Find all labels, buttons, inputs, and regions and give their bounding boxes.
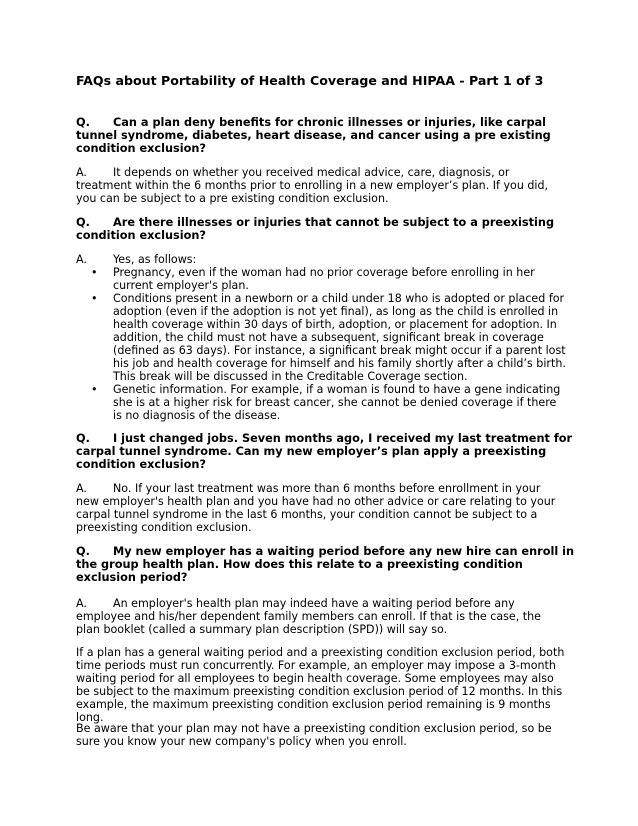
answer-text: Yes, as follows:	[113, 253, 197, 266]
answer-label: A.	[76, 166, 87, 179]
list-item-text: Conditions present in a newborn or a child under 18 who is adopted or placed for adoption (even if the adoption is not yet final), as long as the child is enrolled in health coverage within 30 days of birth, adoption, or placement for adoption. In addition, the child must not have a subsequent, significant break in coverage (defined as 63 days). For instance, a significant break might occur if a parent lost his job and health coverage for himself and his family shortly after a child’s birth. This break will be discussed in the Creditable Coverage section.	[113, 292, 566, 383]
page-title: FAQs about Portability of Health Coverage and HIPAA - Part 1 of 3	[76, 73, 544, 88]
list-item-text: Genetic information. For example, if a woman is found to have a gene indicating she is at a higher risk for breast cancer, she cannot be denied coverage if there is no diagnosis of the disease.	[113, 383, 561, 422]
question-text: My new employer has a waiting period before any new hire can enroll in the group health plan. How does this relate to a preexisting condition exclusion period?	[76, 545, 575, 584]
answer-text: No. If your last treatment was more than 6 months before enrollment in your new employer's health plan and you have had no other advice or care relating to your carpal tunnel syndrome in the last 6 months, your condition cannot be subject to a preexisting condition exclusion.	[76, 482, 556, 534]
list-item	[76, 266, 566, 292]
answer-text: An employer's health plan may indeed have a waiting period before any employee and his/her dependent family members can enroll. If that is the case, the plan booklet (called a summary plan description (SPD)) will say so.	[76, 597, 542, 636]
question-3	[76, 432, 576, 471]
exclusion-list	[76, 266, 566, 422]
question-label: Q.	[76, 432, 90, 445]
bullet-icon: •	[91, 266, 98, 279]
list-item-text: Pregnancy, even if the woman had no prior coverage before enrolling in her current employer's plan.	[113, 266, 535, 292]
answer-label: A.	[76, 253, 87, 266]
answer-4	[76, 597, 566, 636]
answer-label: A.	[76, 482, 87, 495]
answer-3	[76, 482, 566, 534]
question-label: Q.	[76, 545, 90, 558]
question-2	[76, 216, 576, 242]
question-text: Can a plan deny benefits for chronic illnesses or injuries, like carpal tunnel syndrome, diabetes, heart disease, and cancer using a pre existing condition exclusion?	[76, 116, 551, 155]
list-item	[76, 383, 566, 422]
question-label: Q.	[76, 216, 90, 229]
answer-label: A.	[76, 597, 87, 610]
bullet-icon: •	[91, 292, 98, 305]
question-text: Are there illnesses or injuries that cannot be subject to a preexisting condition exclusion?	[76, 216, 555, 242]
answer-text: It depends on whether you received medical advice, care, diagnosis, or treatment within the 6 months prior to enrolling in a new employer’s plan. If you did, you can be subject to a pre existing condition exclusion.	[76, 166, 549, 205]
question-text: I just changed jobs. Seven months ago, I received my last treatment for carpal tunnel syndrome. Can my new employer’s plan apply a preexisting condition exclusion?	[76, 432, 573, 471]
answer-2	[76, 253, 566, 266]
bullet-icon: •	[91, 383, 98, 396]
question-4	[76, 545, 576, 584]
paragraph: Be aware that your plan may not have a preexisting condition exclusion period, so be sure you know your new company's policy when you enroll.	[76, 722, 552, 748]
list-item	[76, 292, 566, 383]
paragraph: If a plan has a general waiting period and a preexisting condition exclusion period, both time periods must run concurrently. For example, an employer may impose a 3-month waiting period for all employees to begin health coverage. Some employees may also be subject to the maximum preexisting condition exclusion period of 12 months. In this example, the maximum preexisting condition exclusion period remaining is 9 months long.	[76, 646, 565, 724]
answer-1	[76, 166, 566, 205]
question-1	[76, 116, 576, 155]
question-label: Q.	[76, 116, 90, 129]
